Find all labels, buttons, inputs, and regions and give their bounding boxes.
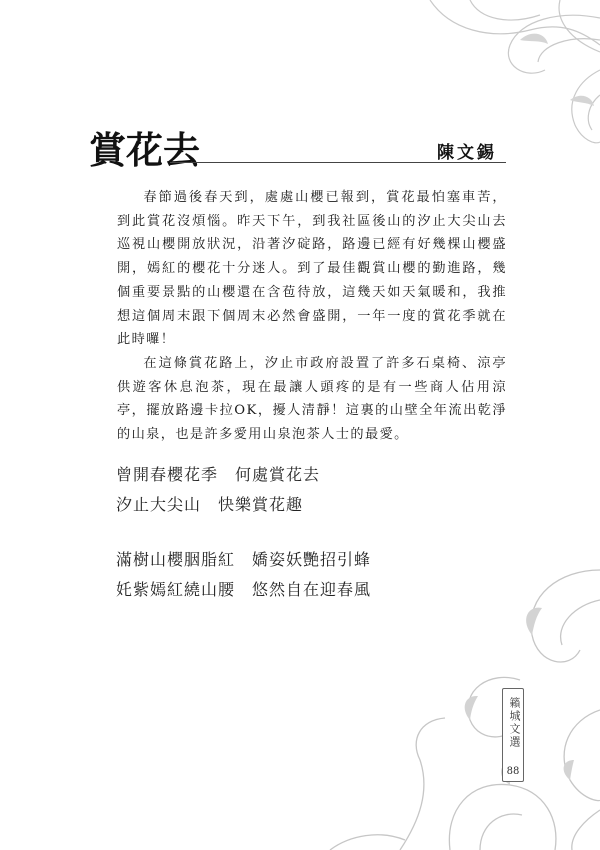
article-body bbox=[117, 186, 507, 447]
paragraph: 春節過後春天到，處處山櫻已報到，賞花最怕塞車苦，到此賞花沒煩惱。昨天下午，到我社區後山的汐止大尖山去巡視山櫻開放狀況，沿著汐碇路，路邊已經有好幾棵山櫻盛開，嫣紅的櫻花十分迷人。到了最佳觀賞山櫻的勤進路，幾個重要景點的山櫻還在含苞待放，這幾天如天氣暖和，我推想這個周末跟下個周末必然會盛開，一年一度的賞花季就在此時囉！ bbox=[117, 190, 507, 348]
swirl-ornament-top bbox=[370, 0, 600, 150]
page-number: 88 bbox=[506, 766, 520, 777]
author-name: 陳文錫 bbox=[437, 143, 497, 163]
poem-line: 曾開春櫻花季 何處賞花去 bbox=[116, 465, 321, 484]
paragraph: 在這條賞花路上，汐止市政府設置了許多石桌椅、涼亭供遊客休息泡茶，現在最讓人頭疼的是有一些商人佔用涼亭，擺放路邊卡拉OK，擾人清靜！這裏的山壁全年流出乾淨的山泉，也是許多愛用山泉泡茶人士的最愛。 bbox=[117, 355, 507, 443]
poem-stanza-2 bbox=[116, 545, 496, 605]
poem-line: 滿樹山櫻胭脂紅 嬌姿妖艷招引蜂 bbox=[116, 550, 372, 569]
series-label: 籟城文選 bbox=[508, 697, 521, 749]
poem-stanza-1 bbox=[116, 460, 496, 520]
poem-line: 奼紫嫣紅繞山腰 悠然自在迎春風 bbox=[116, 580, 372, 599]
poem-line: 汐止大尖山 快樂賞花趣 bbox=[116, 495, 304, 514]
article-title: 賞花去 bbox=[89, 128, 200, 172]
page-tab bbox=[502, 688, 524, 782]
